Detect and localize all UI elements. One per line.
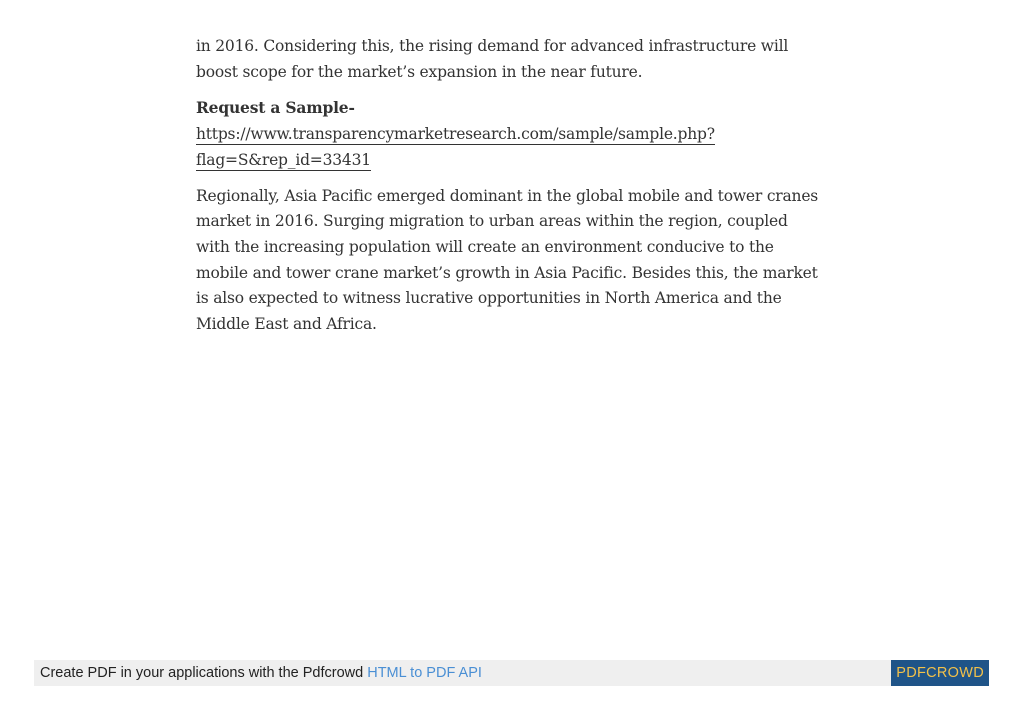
sample-link[interactable]: https://www.transparencymarketresearch.com/sample/sample.php? flag=S&rep_id=33431 xyxy=(196,125,715,169)
article-body xyxy=(196,34,821,348)
pdfcrowd-brand-link[interactable]: PDFCROWD xyxy=(891,660,989,686)
pdfcrowd-footer xyxy=(34,660,989,686)
paragraph-regional: Regionally, Asia Pacific emerged dominant in the global mobile and tower cranes market in 2016. Surging migration to urban areas within the region, coupled with the increasing population will create an environment conducive to the mobile and tower crane market’s growth in Asia Pacific. Besides this, the market is also expected to witness lucrative opportunities in North America and the Middle East and Africa. xyxy=(196,186,819,334)
footer-text xyxy=(40,665,482,681)
sample-heading: Request a Sample- xyxy=(196,98,355,118)
sample-request-block xyxy=(196,95,821,173)
html-to-pdf-api-link[interactable]: HTML to PDF API xyxy=(367,665,482,681)
paragraph-infrastructure: in 2016. Considering this, the rising demand for advanced infrastructure will boost scope for the market’s expansion in the near future. xyxy=(196,37,789,81)
footer-caption: Create PDF in your applications with the Pdfcrowd xyxy=(40,665,368,681)
